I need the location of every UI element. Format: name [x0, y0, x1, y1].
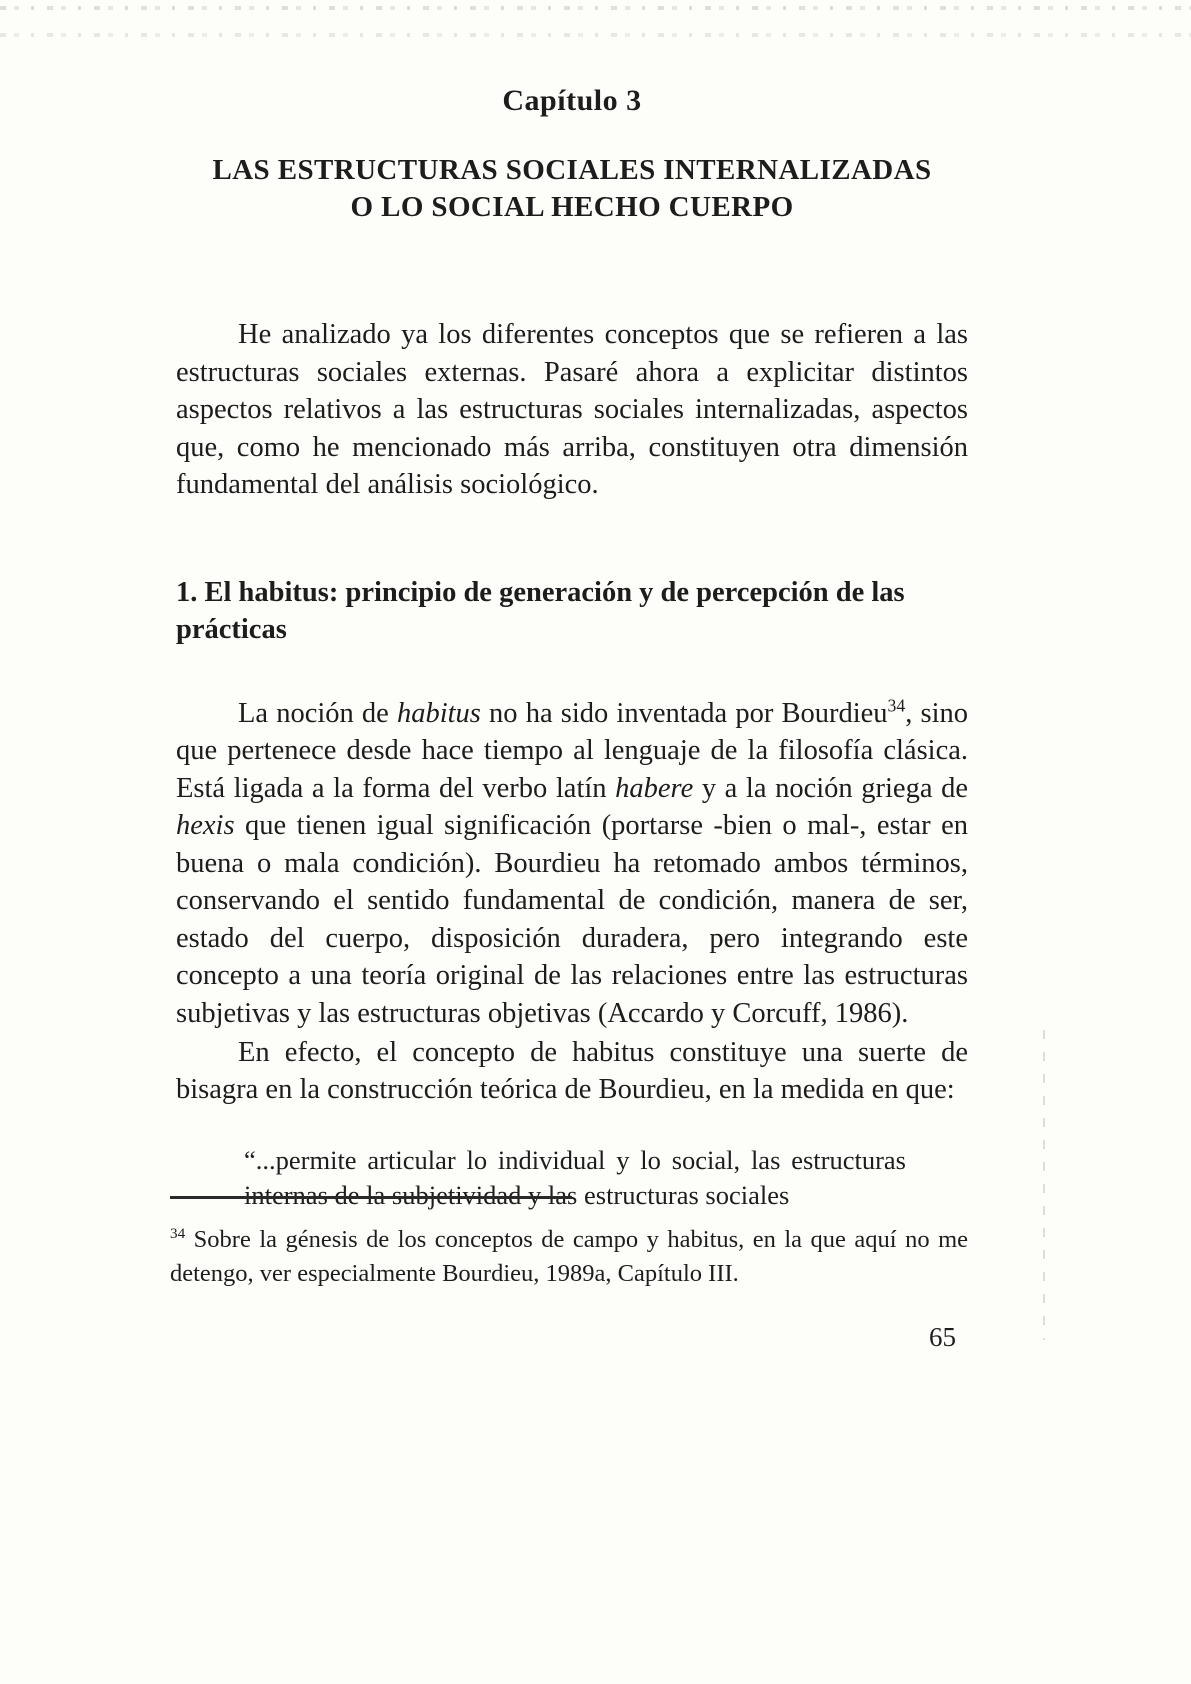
- footnote-reference-34: 34: [887, 695, 906, 716]
- paragraph-2-segment-1: La noción de: [238, 697, 397, 729]
- paragraph-2-segment-4: y a la noción griega de: [693, 772, 968, 804]
- chapter-title-line-2: O LO SOCIAL HECHO CUERPO: [350, 191, 794, 224]
- footnote-divider: [170, 1196, 572, 1199]
- footnote-34-text: Sobre la génesis de los conceptos de campo y habitus, en la que aquí no me detengo, ver especialmente Bourdieu, 1989a, Capítulo III.: [170, 1226, 968, 1288]
- block-quote: “...permite articular lo individual y lo social, las estructuras internas de la subjetividad y las estructuras sociales: [244, 1144, 906, 1211]
- italic-term-hexis: hexis: [176, 810, 235, 842]
- paragraph-2-segment-5: que tienen igual significación (portarse -bien o mal-, estar en buena o mala condición). Bourdieu ha retomado ambos términos, conservando el sentido fundamental de condición, manera de ser, estado del cuerpo, disposición duradera, pero integrando este concepto a una teoría original de las relaciones entre las estructuras subjetivas y las estructuras objetivas (Accardo y Corcuff, 1986).: [176, 810, 968, 1029]
- page-number: 65: [929, 1322, 956, 1352]
- paragraph-2-segment-3: , sino que pertenece desde hace tiempo al lenguaje de la filosofía clásica. Está ligada a la forma del verbo latín: [176, 697, 968, 804]
- italic-term-habitus: habitus: [396, 697, 481, 729]
- scan-artifact-top-2: [0, 33, 1191, 37]
- footnote-section: [170, 1196, 970, 1292]
- section-1-heading: 1. El habitus: principio de generación y de percepción de las prácticas: [176, 576, 905, 646]
- chapter-label: Capítulo 3: [502, 84, 642, 117]
- paragraph-2-segment-2: no ha sido inventada por Bourdieu: [480, 697, 888, 729]
- paragraph-intro: He analizado ya los diferentes conceptos que se refieren a las estructuras sociales externas. Pasaré ahora a explicitar distintos aspectos relativos a las estructuras sociales internalizadas, aspectos que, como he mencionado más arriba, constituyen otra dimensión fundamental del análisis sociológico.: [176, 319, 968, 501]
- footnote-34-marker: 34: [170, 1224, 186, 1242]
- paragraph-bisagra: En efecto, el concepto de habitus constituye una suerte de bisagra en la construcción teórica de Bourdieu, en la medida en que:: [176, 1037, 968, 1106]
- page-content: [176, 84, 968, 1214]
- italic-term-habere: habere: [615, 772, 694, 804]
- footnote-34: [170, 1223, 968, 1292]
- chapter-title: [176, 152, 968, 226]
- scan-artifact-right-margin: [1043, 1030, 1045, 1340]
- paragraph-habitus-origin: [176, 695, 968, 1032]
- scan-artifact-top-1: [0, 6, 1191, 10]
- chapter-title-line-1: LAS ESTRUCTURAS SOCIALES INTERNALIZADAS: [212, 154, 932, 186]
